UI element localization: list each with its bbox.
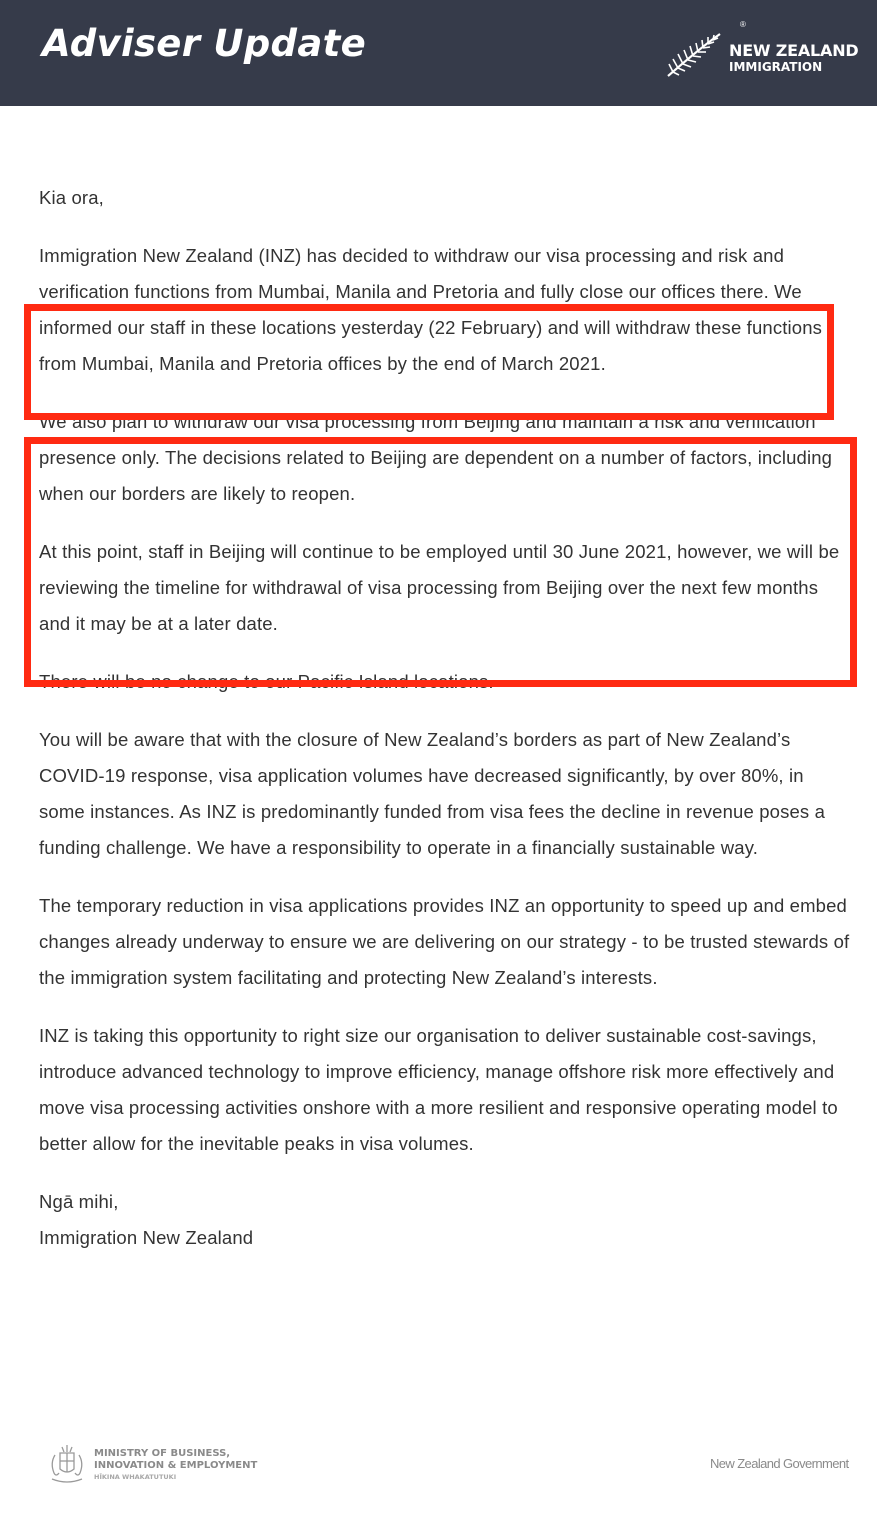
paragraph-border-closure: You will be aware that with the closure of New Zealand’s borders as part of New Zealand’s COVID-19 response, visa application volumes have decreased significantly, by over 80%, in some instances. As INZ is predominantly funded from visa fees the decline in revenue poses a funding challenge. We have a responsibility to operate in a financially sustainable way.	[39, 729, 826, 858]
paragraph-right-size: INZ is taking this opportunity to right size our organisation to deliver sustainable cost-savings, introduce advanced technology to improve efficiency, manage offshore risk more effectively and move visa processing activities onshore with a more resilient and responsive operating model to better allow for the inevitable peaks in visa volumes.	[39, 1025, 838, 1154]
paragraph-withdraw-offices: Immigration New Zealand (INZ) has decided to withdraw our visa processing and risk and verification functions from Mumbai, Manila and Pretoria and fully close our offices there. We informed our staff in these locations yesterday (22 February) and will withdraw these functions from Mumbai, Manila and Pretoria offices by the end of March 2021.	[39, 245, 823, 374]
signoff: Ngā mihi,	[39, 1191, 119, 1212]
ministry-line-1: MINISTRY OF BUSINESS,	[94, 1448, 231, 1459]
paragraph-strategy: The temporary reduction in visa applications provides INZ an opportunity to speed up and embed changes already underway to ensure we are delivering on our strategy - to be trusted stewards of the immigration system facilitating and protecting New Zealand’s interests.	[39, 895, 850, 988]
mbie-logo	[46, 1443, 286, 1485]
logo-text-immigration: IMMIGRATION	[729, 60, 823, 74]
paragraph-pacific: There will be no change to our Pacific Island locations.	[39, 671, 494, 692]
paragraph-beijing-plan: We also plan to withdraw our visa processing from Beijing and maintain a risk and verification presence only. The decisions related to Beijing are dependent on a number of factors, including when our borders are likely to reopen.	[39, 411, 833, 504]
signature: Immigration New Zealand	[39, 1227, 254, 1248]
paragraph-beijing-staff: At this point, staff in Beijing will continue to be employed until 30 June 2021, however, we will be reviewing the timeline for withdrawal of visa processing from Beijing over the next few months and it may be at a later date.	[39, 541, 840, 634]
greeting: Kia ora,	[39, 187, 104, 208]
header-banner	[0, 0, 877, 106]
ministry-line-3: HĪKINA WHAKATUTUKI	[94, 1473, 177, 1481]
ministry-line-2: INNOVATION & EMPLOYMENT	[94, 1460, 258, 1471]
letter-body	[39, 180, 854, 1278]
silver-fern-icon	[664, 30, 724, 80]
registered-mark: ®	[740, 20, 746, 29]
nz-coat-of-arms-icon	[46, 1443, 88, 1485]
nz-government-wordmark: New Zealand Government	[710, 1456, 849, 1471]
inz-logo	[664, 20, 864, 82]
logo-text-new-zealand: NEW ZEALAND	[729, 41, 859, 60]
page-title: Adviser Update	[42, 22, 366, 65]
